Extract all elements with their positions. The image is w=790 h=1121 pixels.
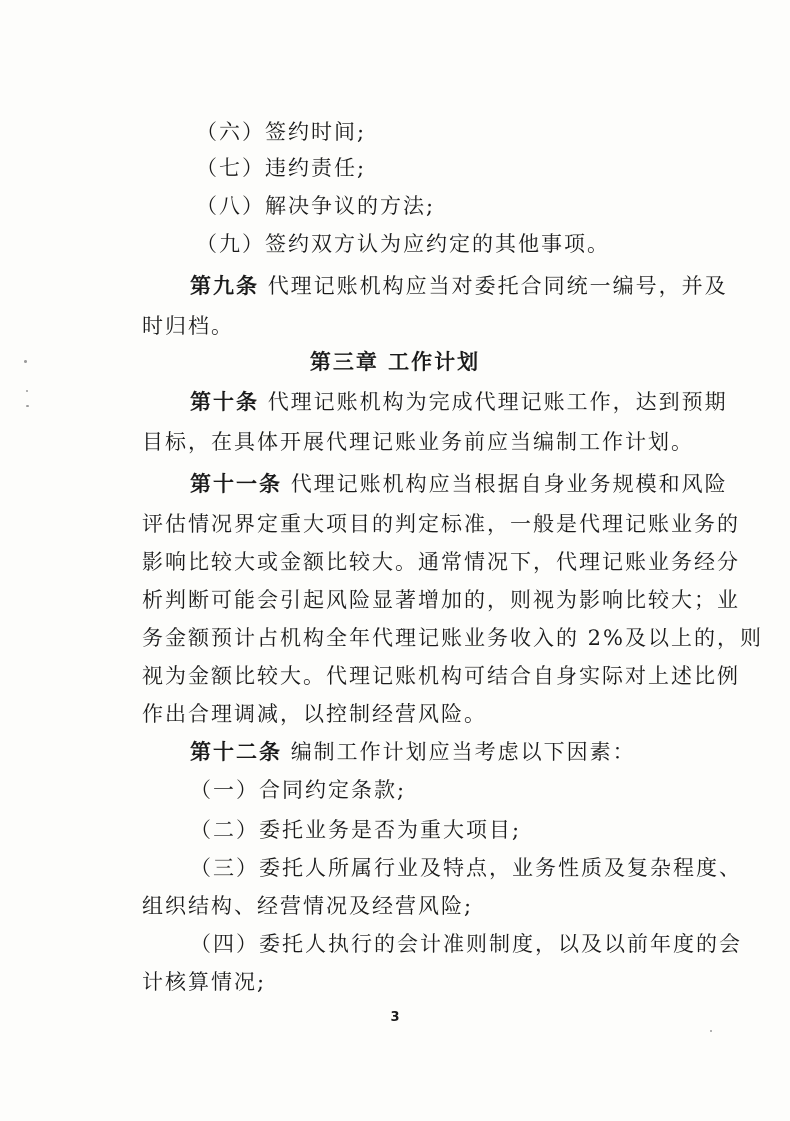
article-12-text: 编制工作计划应当考虑以下因素： bbox=[290, 740, 636, 764]
item-two: （二）委托业务是否为重大项目; bbox=[190, 818, 522, 842]
item-seven: （七）违约责任; bbox=[196, 156, 367, 180]
article-10-text: 代理记账机构为完成代理记账工作，达到预期 bbox=[267, 390, 728, 414]
item-four-line-2: 计核算情况; bbox=[142, 970, 267, 994]
item-nine: （九）签约双方认为应约定的其他事项。 bbox=[196, 232, 610, 256]
item-one: （一）合同约定条款; bbox=[190, 778, 407, 802]
scan-speck bbox=[26, 390, 28, 392]
item-six: （六）签约时间; bbox=[196, 120, 367, 144]
article-11-line-6: 视为金额比较大。代理记账机构可结合自身实际对上述比例 bbox=[142, 664, 740, 688]
page-number: 3 bbox=[390, 1010, 400, 1025]
article-9-label: 第九条 bbox=[190, 273, 259, 298]
scan-speck bbox=[24, 360, 27, 363]
article-10-label: 第十条 bbox=[190, 389, 259, 414]
article-9-text: 代理记账机构应当对委托合同统一编号，并及 bbox=[267, 274, 728, 298]
item-eight: （八）解决争议的方法; bbox=[196, 194, 436, 218]
item-three-line-2: 组织结构、经营情况及经营风险; bbox=[142, 894, 474, 918]
item-four-line-1: （四）委托人执行的会计准则制度，以及以前年度的会 bbox=[190, 932, 742, 956]
article-12-line-1 bbox=[190, 740, 636, 764]
article-11-line-1 bbox=[190, 472, 728, 496]
scan-speck bbox=[26, 405, 29, 407]
article-11-line-7: 作出合理调减，以控制经营风险。 bbox=[142, 702, 487, 726]
article-11-line-5: 务金额预计占机构全年代理记账业务收入的 2%及以上的，则 bbox=[142, 626, 763, 650]
article-9-line-2: 时归档。 bbox=[142, 314, 234, 338]
scan-speck bbox=[710, 1030, 712, 1032]
article-11-text: 代理记账机构应当根据自身业务规模和风险 bbox=[290, 472, 728, 496]
article-10-line-1 bbox=[190, 390, 728, 414]
article-11-line-2: 评估情况界定重大项目的判定标准，一般是代理记账业务的 bbox=[142, 512, 740, 536]
article-12-label: 第十二条 bbox=[190, 739, 282, 764]
item-three-line-1: （三）委托人所属行业及特点，业务性质及复杂程度、 bbox=[190, 856, 742, 880]
article-11-label: 第十一条 bbox=[190, 471, 282, 496]
chapter-title: 第三章 工作计划 bbox=[309, 349, 481, 374]
article-9-line-1 bbox=[190, 274, 728, 298]
article-11-line-4: 析判断可能会引起风险显著增加的，则视为影响比较大；业 bbox=[142, 588, 740, 612]
article-10-line-2: 目标，在具体开展代理记账业务前应当编制工作计划。 bbox=[142, 430, 694, 454]
article-11-line-3: 影响比较大或金额比较大。通常情况下，代理记账业务经分 bbox=[142, 550, 740, 574]
